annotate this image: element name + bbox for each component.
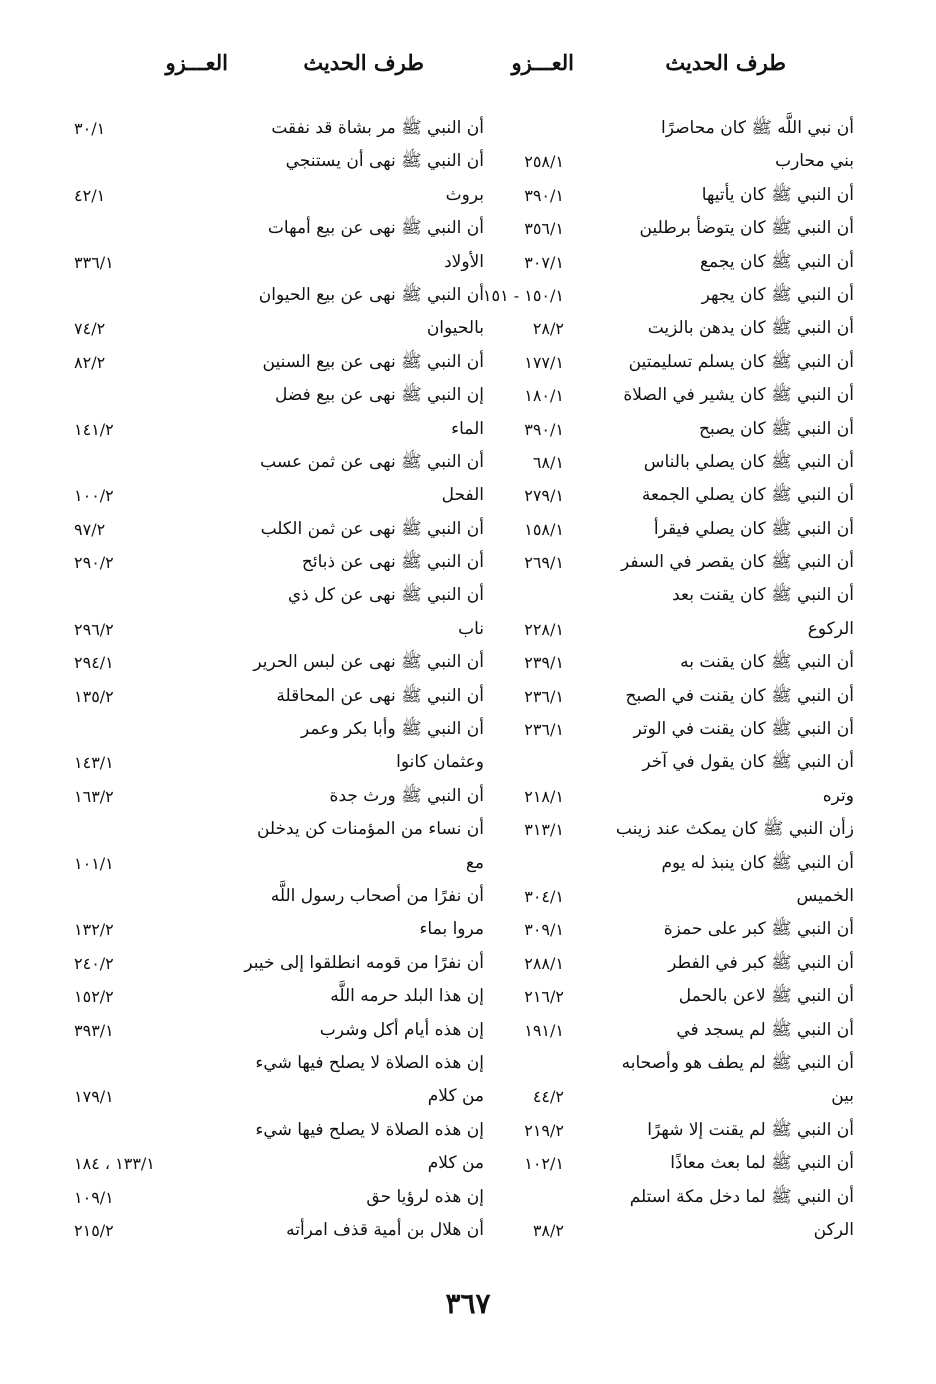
index-entry <box>444 947 854 980</box>
index-entry <box>444 379 854 412</box>
index-entry <box>74 680 484 713</box>
hadith-incipit: أن النبي ﷺ كان يقنت بعد <box>672 585 854 606</box>
hadith-incipit: أن نبي اللَّه ﷺ كان محاصرًا <box>661 118 854 138</box>
left-column <box>74 112 484 1247</box>
reference: ٢١٨/١ <box>524 786 564 806</box>
index-entry <box>444 513 854 546</box>
hadith-incipit: أن النبي ﷺ كان يصلي فيقرأ <box>653 518 854 539</box>
index-entry <box>74 1014 484 1047</box>
reference: ٣٩٠/١ <box>524 419 564 439</box>
reference: ٢١٦/٢ <box>524 987 564 1007</box>
index-entry <box>74 279 484 312</box>
index-entry <box>444 613 854 646</box>
hadith-incipit: أن النبي ﷺ نهى عن المحاقلة <box>276 685 484 706</box>
hadith-incipit: أن النبي ﷺ كان يصلي بالناس <box>643 451 854 472</box>
hadith-incipit: أن النبي ﷺ لم يسجد في <box>676 1019 854 1040</box>
index-entry <box>74 579 484 612</box>
hadith-incipit: أن النبي ﷺ ورث جدة <box>329 785 484 806</box>
hadith-incipit: الركوع <box>807 618 854 639</box>
hadith-incipit: أن النبي ﷺ كان يأتيها <box>701 184 854 205</box>
reference: ٢١٩/٢ <box>524 1120 564 1140</box>
index-entry <box>444 413 854 446</box>
hadith-incipit: أن النبي ﷺ نهى عن ذبائح <box>301 552 484 573</box>
hadith-incipit: أن النبي ﷺ كان يقنت به <box>680 652 854 673</box>
index-entry <box>444 546 854 579</box>
index-entry <box>74 713 484 746</box>
reference: ٦٨/١ <box>532 452 564 472</box>
index-entry <box>74 947 484 980</box>
index-entry <box>444 1014 854 1047</box>
index-entry <box>444 1114 854 1147</box>
header-hadith-left: طرف الحديث <box>303 50 424 75</box>
index-entry <box>444 246 854 279</box>
hadith-incipit: أن النبي ﷺ نهى عن بيع الحيوان <box>258 284 484 305</box>
reference: ١٥٢/٢ <box>74 987 114 1007</box>
hadith-incipit: من كلام <box>427 1086 484 1107</box>
reference: ٤٤/٢ <box>532 1087 564 1107</box>
index-entry <box>444 980 854 1013</box>
index-entry <box>74 1147 484 1180</box>
reference: ٩٧/٢ <box>74 519 106 539</box>
index-entry <box>444 1047 854 1080</box>
hadith-incipit: أن النبي ﷺ كان يتوضأ برطلين <box>639 218 854 239</box>
index-entry <box>444 646 854 679</box>
reference: ٣٠٩/١ <box>524 920 564 940</box>
hadith-incipit: مروا بماء <box>419 919 484 940</box>
hadith-incipit: أن النبي ﷺ كبر في الفطر <box>668 952 854 973</box>
index-entry <box>74 780 484 813</box>
index-entry <box>74 746 484 779</box>
reference: ٢٣٦/١ <box>524 720 564 740</box>
index-entry <box>74 312 484 345</box>
hadith-incipit: أن النبي ﷺ لم يطف هو وأصحابه <box>621 1052 854 1073</box>
index-entry <box>444 780 854 813</box>
reference: ١٤٣/١ <box>74 753 114 773</box>
reference: ١٧٩/١ <box>74 1087 114 1107</box>
index-entry <box>444 813 854 846</box>
hadith-incipit: مع <box>465 852 484 873</box>
hadith-incipit: أن النبي ﷺ نهى عن لبس الحرير <box>253 652 484 673</box>
reference: ١٠١/١ <box>74 853 114 873</box>
reference: ٣٠٤/١ <box>524 886 564 906</box>
index-entry <box>74 1214 484 1247</box>
hadith-incipit: أن النبي ﷺ كان يشير في الصلاة <box>623 385 854 406</box>
reference: ٣٣٦/١ <box>74 252 114 272</box>
header-ref-left: العـــزو <box>165 50 228 75</box>
hadith-incipit: أن نساء من المؤمنات كن يدخلن <box>256 819 484 840</box>
hadith-incipit: ناب <box>458 618 484 639</box>
hadith-incipit: إن النبي ﷺ نهى عن بيع فضل <box>275 385 484 406</box>
reference: ٢٨/٢ <box>532 319 564 339</box>
reference: ٣٩٣/١ <box>74 1020 114 1040</box>
index-entry <box>444 713 854 746</box>
index-entry <box>74 446 484 479</box>
index-entry <box>444 1214 854 1247</box>
index-entry <box>444 312 854 345</box>
index-entry <box>74 1080 484 1113</box>
index-entry <box>74 145 484 178</box>
reference: ١٠٠/٢ <box>74 486 114 506</box>
hadith-incipit: أن النبي ﷺ كان يسلم تسليمتين <box>628 351 854 372</box>
index-entry <box>74 479 484 512</box>
reference: ٢٦٩/١ <box>524 553 564 573</box>
hadith-incipit: بين <box>831 1086 854 1107</box>
index-entry <box>74 112 484 145</box>
index-entry <box>74 847 484 880</box>
reference: ٤٢/١ <box>74 185 106 205</box>
index-entry <box>74 646 484 679</box>
index-entry <box>74 379 484 412</box>
index-entry <box>444 1080 854 1113</box>
hadith-incipit: أن النبي ﷺ كان يصلي الجمعة <box>641 485 854 506</box>
index-entry <box>74 613 484 646</box>
hadith-incipit: بروث <box>445 184 484 205</box>
index-entry <box>444 1181 854 1214</box>
index-entry <box>444 145 854 178</box>
hadith-incipit: إن هذه أيام أكل وشرب <box>319 1019 484 1040</box>
index-entry <box>441 479 854 512</box>
reference: ١٧٧/١ <box>524 352 564 372</box>
reference: ٢٩٤/١ <box>74 653 114 673</box>
hadith-incipit: أن النبي ﷺ وأبا بكر وعمر <box>301 719 484 740</box>
index-entry <box>444 1147 854 1180</box>
hadith-incipit: أن النبي ﷺ نهى عن ثمن عسب <box>260 451 484 472</box>
index-entry <box>444 446 854 479</box>
reference: ٣٨/٢ <box>532 1220 564 1240</box>
reference: ١٠٢/١ <box>524 1154 564 1174</box>
header-ref-right: العـــزو <box>511 50 574 75</box>
reference: ١٩١/١ <box>524 1020 564 1040</box>
reference: ١٠٩/١ <box>74 1187 114 1207</box>
hadith-incipit: إن هذه لرؤيا حق <box>366 1186 484 1207</box>
hadith-incipit: أن النبي ﷺ نهى عن ثمن الكلب <box>260 518 484 539</box>
hadith-incipit: أن النبي ﷺ لما بعث معاذًا <box>670 1153 854 1174</box>
index-entry <box>74 1047 484 1080</box>
reference: ٣١٣/١ <box>524 820 564 840</box>
index-entry <box>74 880 484 913</box>
hadith-incipit: الخميس <box>796 885 854 906</box>
hadith-incipit: أن النبي ﷺ نهى عن بيع السنين <box>262 351 484 372</box>
index-entry <box>74 513 484 546</box>
right-column <box>441 112 854 1247</box>
index-entry <box>444 179 854 212</box>
hadith-incipit: أن النبي ﷺ كان يصبح <box>698 418 854 439</box>
index-entry <box>74 546 484 579</box>
reference: ٢٣٩/١ <box>524 653 564 673</box>
reference: ٢٩٠/٢ <box>74 553 114 573</box>
hadith-incipit: أن النبي ﷺ مر بشاة قد نفقت <box>271 118 484 138</box>
reference: ٢٧٩/١ <box>524 486 564 506</box>
index-entry <box>444 880 854 913</box>
index-entry <box>444 847 854 880</box>
index-entry <box>74 980 484 1013</box>
reference: ٣٩٠/١ <box>524 185 564 205</box>
reference: ٣٥٦/١ <box>524 219 564 239</box>
index-entry <box>74 212 484 245</box>
index-entry <box>444 746 854 779</box>
reference: ١٣٢/٢ <box>74 920 114 940</box>
reference: ٢٥٨/١ <box>524 152 564 172</box>
hadith-incipit: من كلام <box>427 1153 484 1174</box>
hadith-incipit: الماء <box>451 418 484 439</box>
hadith-incipit: الأولاد <box>444 251 484 272</box>
reference: ٧٤/٢ <box>74 319 106 339</box>
reference: ٣٠/١ <box>74 119 106 138</box>
index-entry <box>74 246 484 279</box>
reference: ٢٢٨/١ <box>524 619 564 639</box>
index-entry <box>74 179 484 212</box>
hadith-incipit: أن النبي ﷺ لاعن بالحمل <box>678 986 854 1007</box>
reference: ٢٨٨/١ <box>524 953 564 973</box>
hadith-incipit: وعثمان كانوا <box>396 752 484 773</box>
hadith-incipit: أن النبي ﷺ نهى أن يستنجي <box>285 151 484 172</box>
index-entry <box>74 913 484 946</box>
hadith-incipit: بالحيوان <box>426 318 484 339</box>
index-entry <box>444 212 854 245</box>
hadith-incipit: أن النبي ﷺ كان يقصر في السفر <box>620 552 854 573</box>
index-entry <box>74 813 484 846</box>
hadith-incipit: أن النبي ﷺ كان يدهن بالزيت <box>647 318 854 339</box>
hadith-incipit: بني محارب <box>775 151 854 172</box>
reference: ١٥٠/١ - ١٥١ <box>482 285 564 305</box>
hadith-incipit: أن النبي ﷺ كان يقنت في الصبح <box>625 685 854 706</box>
hadith-incipit: أن النبي ﷺ لم يقنت إلا شهرًا <box>647 1119 854 1140</box>
reference: ١٤١/٢ <box>74 419 114 439</box>
reference: ١٥٨/١ <box>524 519 564 539</box>
reference: ٨٢/٢ <box>74 352 106 372</box>
hadith-incipit: أن النبي ﷺ كان يقنت في الوتر <box>633 719 854 740</box>
index-entry <box>444 579 854 612</box>
index-entry <box>74 1114 484 1147</box>
hadith-incipit: أن نفرًا من أصحاب رسول اللَّه <box>270 885 484 906</box>
reference: ٣٠٧/١ <box>524 252 564 272</box>
hadith-incipit: أن النبي ﷺ كان ينبذ له يوم <box>661 852 854 873</box>
index-entry <box>444 680 854 713</box>
index-entry <box>74 1181 484 1214</box>
hadith-incipit: إن هذه الصلاة لا يصلح فيها شيء <box>255 1052 484 1073</box>
header-hadith-right: طرف الحديث <box>665 50 786 75</box>
hadith-incipit: أن النبي ﷺ نهى عن بيع أمهات <box>267 218 484 239</box>
reference: ١٦٣/٢ <box>74 786 114 806</box>
hadith-incipit: أن النبي ﷺ لما دخل مكة استلم <box>629 1186 854 1207</box>
hadith-incipit: أن النبي ﷺ كان يقول في آخر <box>642 752 854 773</box>
index-entry <box>444 913 854 946</box>
reference: ٢٤٠/٢ <box>74 953 114 973</box>
index-entry <box>444 346 854 379</box>
page-number: ٣٦٧ <box>445 1287 491 1320</box>
index-entry <box>74 346 484 379</box>
hadith-incipit: أن نفرًا من قومه انطلقوا إلى خيبر <box>244 952 484 973</box>
hadith-incipit: أن النبي ﷺ كبر على حمزة <box>663 919 854 940</box>
hadith-incipit: إن هذه الصلاة لا يصلح فيها شيء <box>255 1119 484 1140</box>
index-entry <box>444 279 854 312</box>
hadith-incipit: الفحل <box>441 485 484 506</box>
hadith-incipit: زأن النبي ﷺ كان يمكث عند زينب <box>615 819 854 840</box>
hadith-incipit: أن النبي ﷺ نهى عن كل ذي <box>287 585 484 606</box>
reference: ٢٩٦/٢ <box>74 619 114 639</box>
hadith-incipit: وتره <box>822 785 854 806</box>
hadith-incipit: أن النبي ﷺ كان يجمع <box>699 251 854 272</box>
hadith-incipit: إن هذا البلد حرمه اللَّه <box>330 986 484 1007</box>
hadith-incipit: الركن <box>813 1219 854 1240</box>
reference: ١٣٣/١ ، ١٨٤ <box>74 1154 155 1174</box>
index-entry <box>444 112 854 145</box>
index-entry <box>74 413 484 446</box>
reference: ٢٣٦/١ <box>524 686 564 706</box>
reference: ١٨٠/١ <box>524 386 564 406</box>
hadith-incipit: أن النبي ﷺ كان يجهر <box>701 284 854 305</box>
reference: ٢١٥/٢ <box>74 1220 114 1240</box>
reference: ١٣٥/٢ <box>74 686 114 706</box>
hadith-incipit: أن هلال بن أمية قذف امرأته <box>286 1219 484 1240</box>
